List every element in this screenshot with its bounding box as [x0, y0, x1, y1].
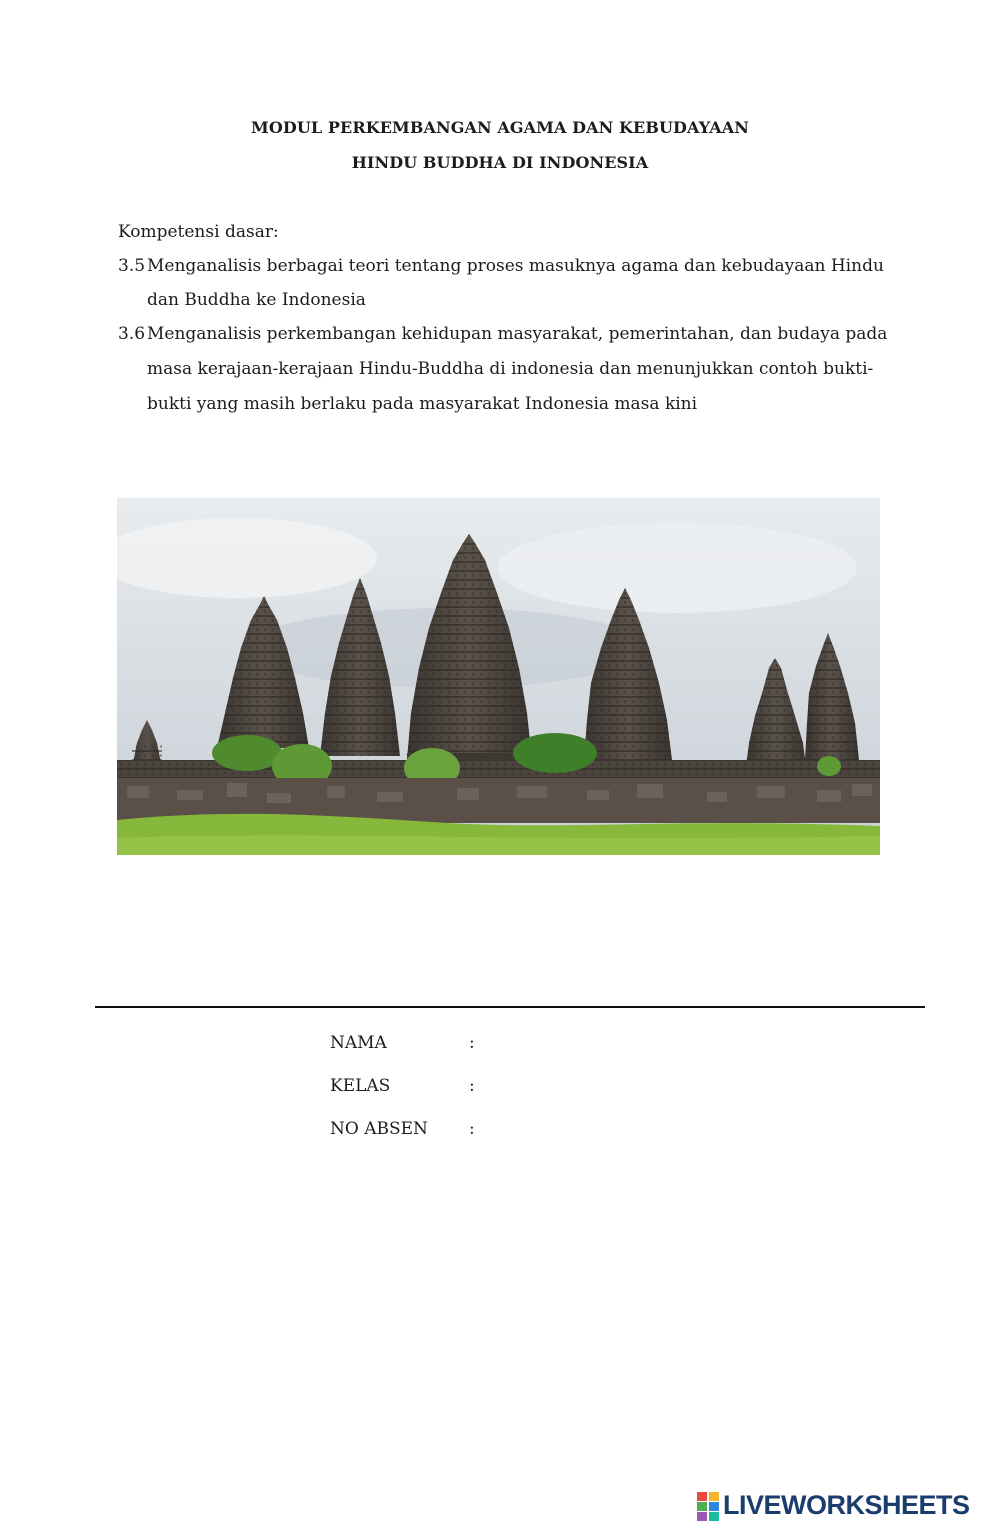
temple-photo — [117, 498, 880, 855]
competency-line: masa kerajaan-kerajaan Hindu-Buddha di indonesia dan menunjukkan contoh bukti- — [147, 359, 874, 379]
field-label: KELAS — [330, 1076, 391, 1096]
competency-line: dan Buddha ke Indonesia — [147, 290, 366, 310]
field-separator: : — [469, 1033, 475, 1053]
field-separator: : — [469, 1076, 475, 1096]
competency-heading: Kompetensi dasar: — [118, 222, 279, 242]
logo-blocks-icon — [697, 1492, 721, 1522]
field-label: NO ABSEN — [330, 1119, 428, 1139]
liveworksheets-logo — [697, 1490, 997, 1522]
page-title-line-2: HINDU BUDDHA DI INDONESIA — [351, 153, 649, 172]
page-title-line-1: MODUL PERKEMBANGAN AGAMA DAN KEBUDAYAAN — [251, 118, 749, 137]
competency-line: Menganalisis perkembangan kehidupan masyarakat, pemerintahan, dan budaya pada — [147, 324, 888, 344]
competency-line: Menganalisis berbagai teori tentang proses masuknya agama dan kebudayaan Hindu — [147, 256, 884, 276]
competency-number: 3.5 — [118, 256, 146, 276]
field-separator: : — [469, 1119, 475, 1139]
field-label: NAMA — [330, 1033, 387, 1053]
competency-line: bukti yang masih berlaku pada masyarakat Indonesia masa kini — [147, 394, 698, 414]
logo-text: LIVEWORKSHEETS — [723, 1490, 970, 1520]
divider-line — [95, 1006, 925, 1008]
competency-number: 3.6 — [118, 324, 146, 344]
